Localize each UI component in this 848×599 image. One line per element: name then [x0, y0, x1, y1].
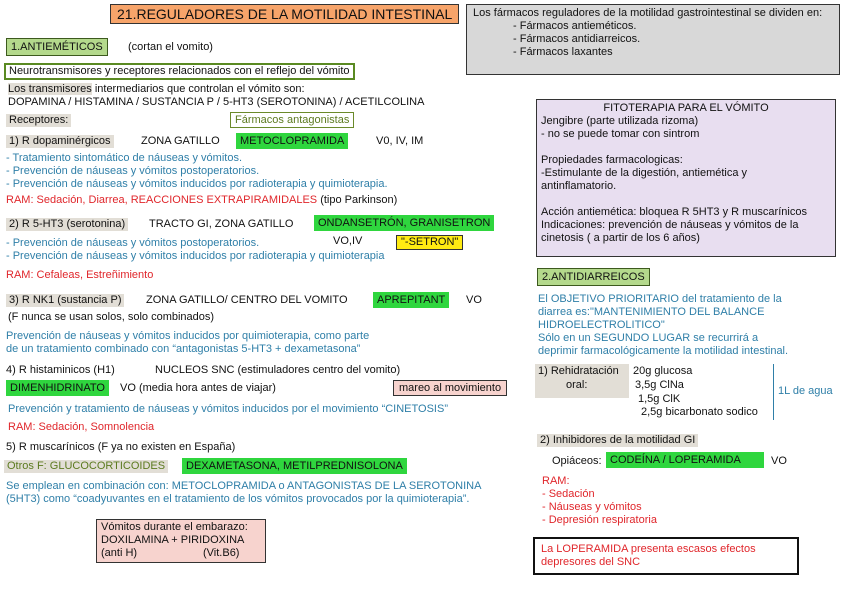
objetivo-line: Sólo en un SEGUNDO LUGAR se recurrirá a	[538, 332, 759, 344]
fitoterapia-line: Acción antiemética: bloquea R 5HT3 y R muscarínicos	[541, 206, 807, 218]
r4-via: VO (media hora antes de viajar)	[120, 382, 276, 394]
section-antiemeticos: 1.ANTIEMÉTICOS	[6, 38, 108, 56]
farmacos-label: Fármacos antagonistas	[230, 112, 354, 128]
objetivo-line: deprimir farmacológicamente la motilidad intestinal.	[538, 345, 789, 357]
r2-use: - Prevención de náuseas y vómitos inducidos por radioterapia y quimioterapia	[6, 250, 385, 262]
r4-use: Prevención y tratamiento de náuseas y vómitos inducidos por el movimiento “CINETOSIS”	[8, 403, 448, 415]
r2-label: 2) R 5-HT3 (serotonina)	[6, 218, 128, 231]
r2-ram: RAM: Cefaleas, Estreñimiento	[6, 269, 154, 281]
objetivo-line: diarrea es:"MANTENIMIENTO DEL BALANCE	[538, 306, 765, 318]
fitoterapia-line: antinflamatorio.	[541, 180, 617, 192]
opiaceos-label: Opiáceos:	[552, 455, 602, 467]
loperamida-line: La LOPERAMIDA presenta escasos efectos	[541, 543, 756, 555]
transmisores-rest: intermediarios que controlan el vómito son:	[91, 83, 305, 95]
setron-badge: "-SETRON"	[396, 235, 463, 250]
r2-use: - Prevención de náuseas y vómitos postoperatorios.	[6, 237, 260, 249]
opiaceos-drug: CODEÍNA / LOPERAMIDA	[606, 452, 764, 468]
fitoterapia-line: Propiedades farmacologicas:	[541, 154, 683, 166]
otros-use: Se emplean en combinación con: METOCLOPRAMIDA o ANTAGONISTAS DE LA SEROTONINA	[6, 480, 482, 492]
r3-use: Prevención de náuseas y vómitos inducidos por quimioterapia, como parte	[6, 330, 370, 342]
r3-label: 3) R NK1 (sustancia P)	[6, 294, 124, 307]
intro-item: - Fármacos antidiarreicos.	[513, 33, 641, 45]
r1-ram: RAM: Sedación, Diarrea, REACCIONES EXTRAPIRAMIDALES	[6, 194, 318, 206]
rehidratacion-label: 1) Rehidratación	[538, 365, 619, 377]
r1-ram-tail: (tipo Parkinson)	[317, 194, 398, 206]
objetivo-line: HIDROELECTROLITICO"	[538, 319, 665, 331]
r1-zona: ZONA GATILLO	[141, 135, 220, 147]
transmisores-list: DOPAMINA / HISTAMINA / SUSTANCIA P / 5-HT3 (SEROTONINA) / ACETILCOLINA	[8, 96, 425, 108]
antidiarreicos-ram: - Náuseas y vómitos	[542, 501, 642, 513]
rehid-item: 20g glucosa	[633, 365, 693, 377]
antidiarreicos-ram: - Sedación	[542, 488, 595, 500]
r3-zona: ZONA GATILLO/ CENTRO DEL VOMITO	[146, 294, 348, 306]
rehid-item: 3,5g ClNa	[635, 379, 684, 391]
intro-item: - Fármacos laxantes	[513, 46, 613, 58]
intro-text: Los fármacos reguladores de la motilidad gastrointestinal se dividen en:	[473, 7, 823, 19]
loperamida-line: depresores del SNC	[541, 556, 641, 568]
section-antidiarreicos: 2.ANTIDIARREICOS	[537, 268, 650, 286]
r3-note: (F nunca se usan solos, solo combinados)	[8, 311, 215, 323]
embarazo-vit: (Vit.B6)	[203, 547, 240, 559]
r3-use: de un tratamiento combinado con “antagonistas 5-HT3 + dexametasona”	[6, 343, 361, 355]
inhibidores-label: 2) Inhibidores de la motilidad GI	[537, 434, 698, 447]
loperamida-box	[533, 537, 799, 575]
r1-use: - Prevención de náuseas y vómitos inducidos por radioterapia y quimioterapia.	[6, 178, 388, 190]
r4-drug: DIMENHIDRINATO	[6, 380, 109, 396]
objetivo-line: El OBJETIVO PRIORITARIO del tratamiento de la	[538, 293, 782, 305]
fitoterapia-line: Jengibre (parte utilizada rizoma)	[541, 115, 699, 127]
embarazo-line: DOXILAMINA + PIRIDOXINA	[101, 534, 245, 546]
r1-via: V0, IV, IM	[376, 135, 424, 147]
r1-drug: METOCLOPRAMIDA	[236, 133, 348, 149]
r2-via: VO,IV	[333, 235, 363, 247]
intro-item: - Fármacos antieméticos.	[513, 20, 637, 32]
fitoterapia-title: FITOTERAPIA PARA EL VÓMITO	[603, 102, 769, 114]
agua-bracket	[773, 364, 774, 420]
transmisores-prefix: Los transmisores	[8, 83, 92, 95]
fitoterapia-line: Indicaciones: prevención de náuseas y vómitos de la	[541, 219, 799, 231]
antidiarreicos-ram: RAM:	[542, 475, 570, 487]
r3-via: VO	[466, 294, 482, 306]
r1-use: - Prevención de náuseas y vómitos postoperatorios.	[6, 165, 260, 177]
neuro-box: Neurotransmisores y receptores relacionados con el reflejo del vómito	[4, 63, 355, 80]
r2-zona: TRACTO GI, ZONA GATILLO	[149, 218, 294, 230]
r1-use: - Tratamiento sintomático de náuseas y vómitos.	[6, 152, 242, 164]
fitoterapia-line: cinetosis ( a partir de los 6 años)	[541, 232, 700, 244]
r4-ram: RAM: Sedación, Somnolencia	[8, 421, 155, 433]
fitoterapia-line: - no se puede tomar con sintrom	[541, 128, 700, 140]
antiemeticos-note: (cortan el vomito)	[128, 41, 213, 53]
otros-drug: DEXAMETASONA, METILPREDNISOLONA	[182, 458, 407, 474]
r5-label: 5) R muscarínicos (F ya no existen en España)	[6, 441, 236, 453]
rehid-item: 2,5g bicarbonato sodico	[641, 406, 758, 418]
page-title: 21.REGULADORES DE LA MOTILIDAD INTESTINAL	[110, 4, 459, 24]
opiaceos-via: VO	[771, 455, 787, 467]
otros-label: Otros F: GLUCOCORTICOIDES	[4, 460, 168, 473]
otros-use: (5HT3) como “coadyuvantes en el tratamiento de los vómitos provocados por la quimioterapia”.	[6, 493, 470, 505]
r4-label: 4) R histaminicos (H1)	[6, 364, 115, 376]
fitoterapia-line: -Estimulante de la digestión, antiemética y	[541, 167, 748, 179]
rehidratacion-label: oral:	[566, 379, 588, 391]
agua-label: 1L de agua	[778, 385, 833, 397]
rehid-item: 1,5g ClK	[638, 393, 681, 405]
r2-drug: ONDANSETRÓN, GRANISETRON	[314, 215, 494, 231]
embarazo-anti-h: (anti H)	[101, 547, 138, 559]
embarazo-line: Vómitos durante el embarazo:	[101, 521, 248, 533]
mareo-badge: mareo al movimiento	[393, 380, 507, 396]
embarazo-box	[96, 519, 266, 563]
r1-label: 1) R dopaminérgicos	[6, 135, 114, 148]
r4-zona: NUCLEOS SNC (estimuladores centro del vomito)	[155, 364, 401, 376]
r3-drug: APREPITANT	[373, 292, 449, 308]
intro-box	[466, 4, 840, 75]
fitoterapia-box	[536, 99, 836, 257]
receptores-label: Receptores:	[6, 114, 71, 127]
antidiarreicos-ram: - Depresión respiratoria	[542, 514, 657, 526]
